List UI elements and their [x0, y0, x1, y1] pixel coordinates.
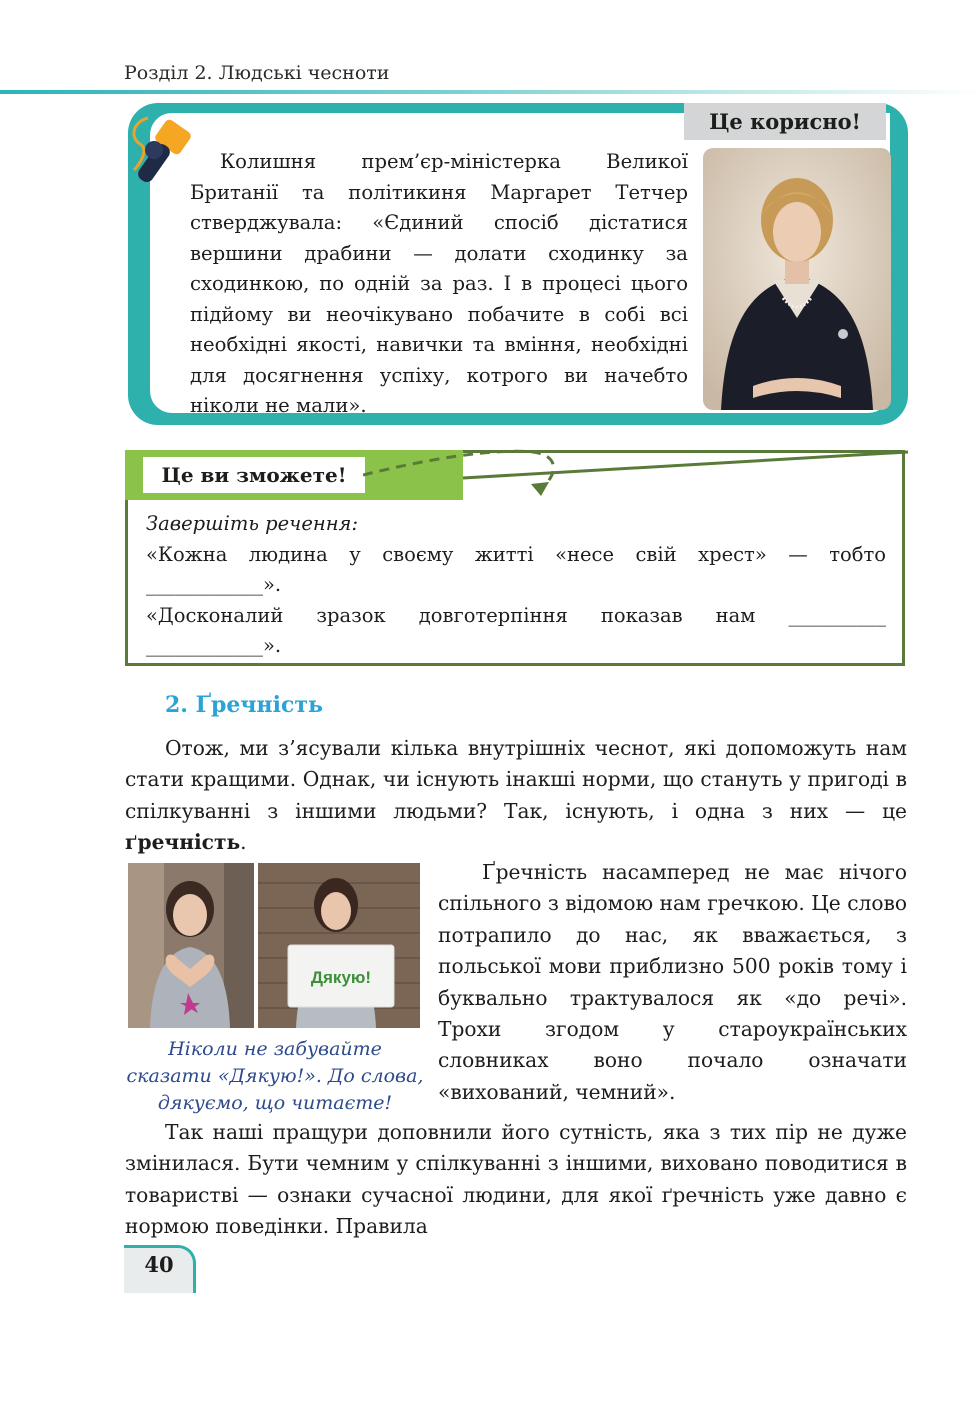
header-divider	[0, 90, 980, 94]
paragraph-1-text: Отож, ми з’ясували кілька внутрішніх чеснот, які допоможуть нам стати кращими. Однак, чи існують інакші норми, що стануть у пригоді в спілкуванні з іншими людьми? Так, існують, і одна з них — це	[125, 736, 907, 823]
page-header-title: Розділ 2. Людські чесноти	[124, 62, 390, 84]
paragraph-2: Ґречність насамперед не має нічого спільного з відомою нам гречкою. Це слово потрапило до нас, як вважається, з польської мови приблизно 500 років тому і буквально трактувалося як «до речі». Трохи згодом у староукраїнських словниках воно почало означати «вихований, чемний».	[438, 860, 907, 1104]
can-do-text	[146, 509, 886, 662]
can-do-line-3: «Досконалий зразок довготерпіння показав нам __________	[146, 603, 886, 627]
microphone-icon	[128, 112, 198, 192]
section-title: 2. Ґречність	[165, 692, 323, 718]
kids-photo	[128, 863, 420, 1028]
can-do-line-1: «Кожна людина у своєму житті «несе свій хрест» — тобто	[146, 542, 886, 566]
useful-box-label: Це корисно!	[684, 103, 886, 140]
can-do-line-2: ____________».	[146, 573, 282, 596]
can-do-label: Це ви зможете!	[143, 457, 365, 493]
kids-photo-sign-text: Дякую!	[310, 968, 372, 987]
paragraph-1-term: ґречність	[125, 830, 241, 855]
paragraph-1	[125, 733, 907, 859]
paragraph-1-end: .	[240, 830, 247, 855]
can-do-instruction: Завершіть речення:	[146, 512, 359, 535]
can-do-line-4: ____________».	[146, 634, 282, 657]
photo-caption: Ніколи не забувайте сказати «Дякую!». До слова, дякуємо, що читаєте!	[126, 1038, 424, 1114]
thatcher-portrait	[703, 148, 891, 410]
curved-arrow-icon	[363, 444, 923, 504]
useful-box-text: Колишня прем’єр-міністерка Великої Британії та політикиня Маргарет Тетчер стверджувала: «Єдиний спосіб дістатися вершини драбини — долати сходинку за сходинкою, по одній за раз. І в процесі цього підйому ви неочікувано побачите в собі всі необхідні якості, навички та вміння, необхідні для досягнення успіху, котрого ви начебто ніколи не мали».	[190, 150, 688, 417]
paragraph-3: Так наші пращури доповнили його сутність, яка з тих пір не дуже змінилася. Бути чемним у спілкуванні з іншими, виховано поводитися в товаристві — ознаки сучасної людини, для якої ґречність уже давно є нормою поведінки. Правила	[125, 1120, 907, 1239]
page-number: 40	[144, 1252, 174, 1277]
